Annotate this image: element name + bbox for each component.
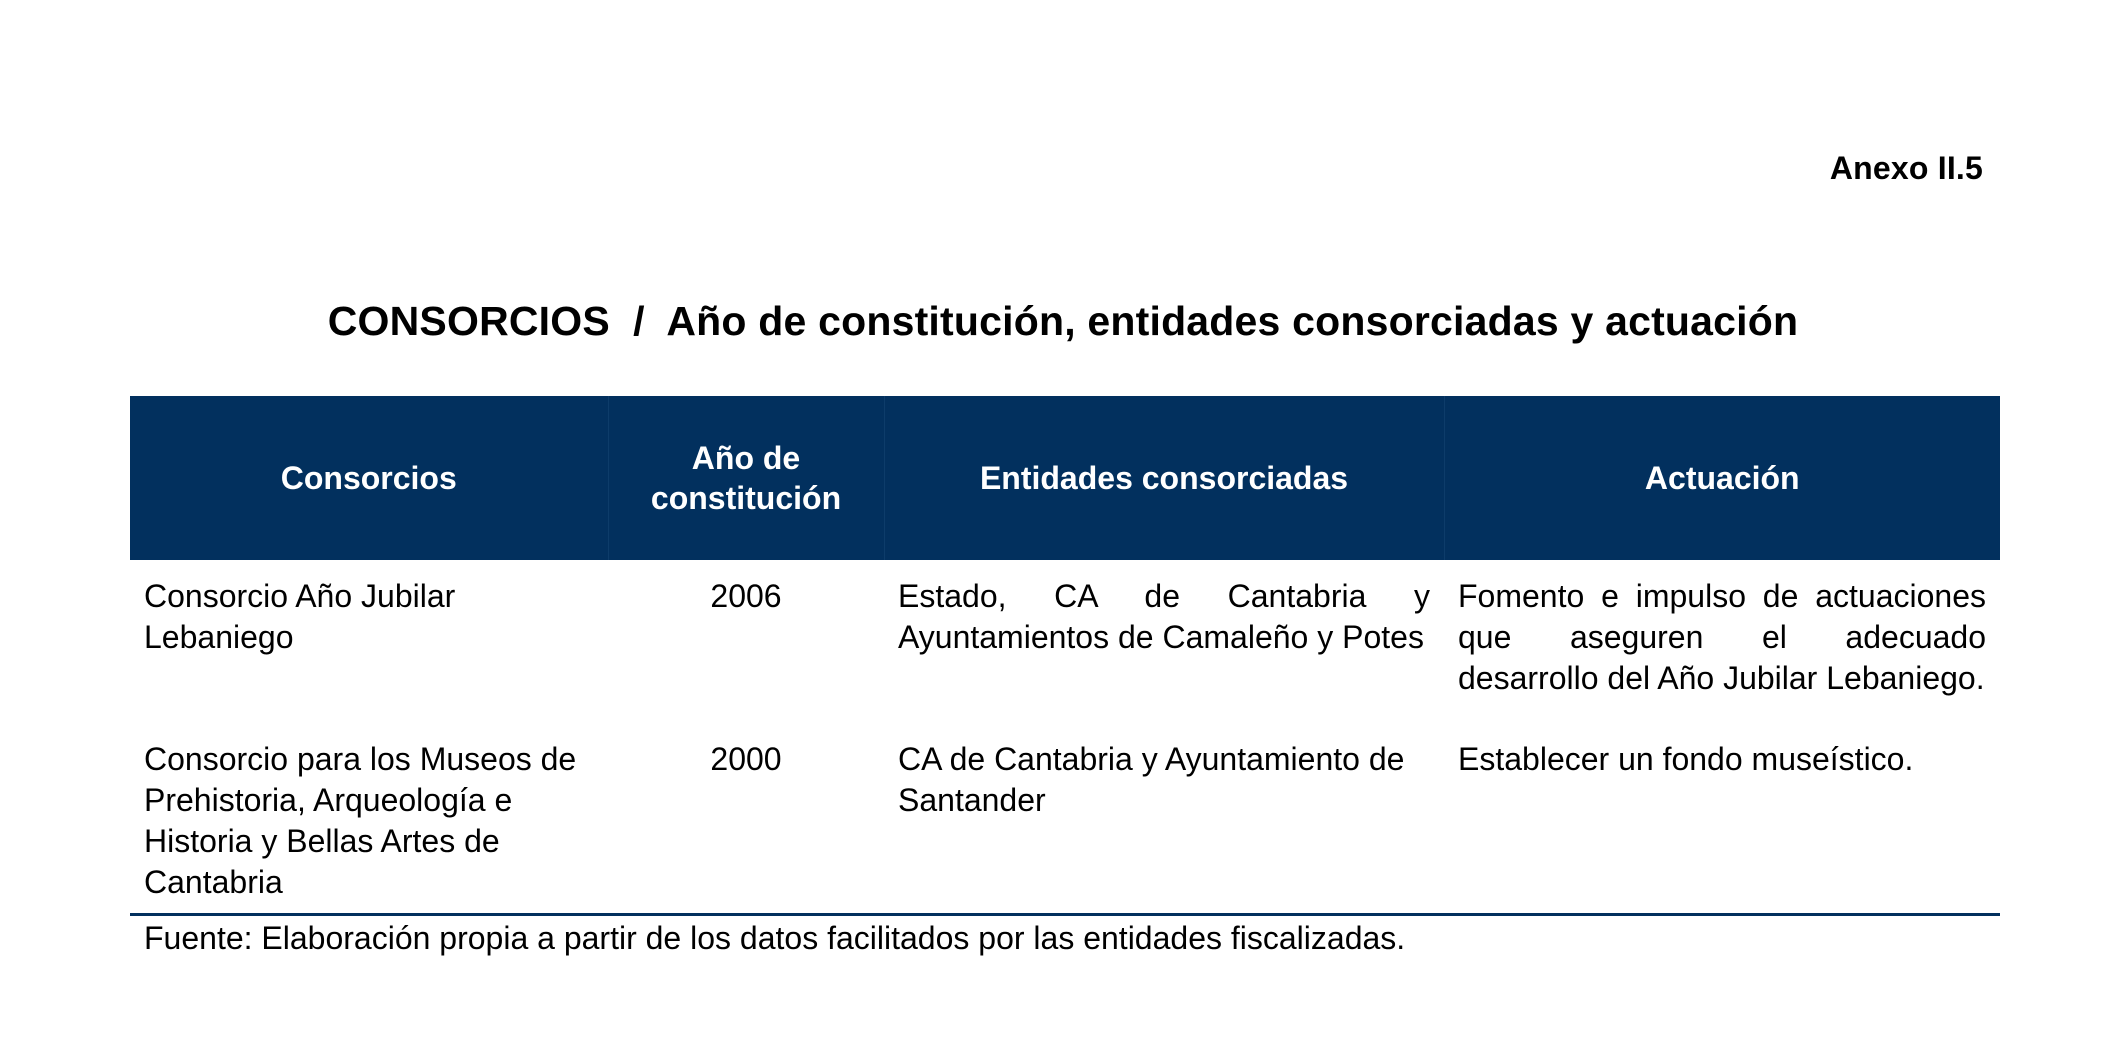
consorcios-table <box>130 396 2000 916</box>
cell-entidades: CA de Cantabria y Ayuntamiento de Santander <box>898 741 1405 818</box>
table-body <box>130 560 2000 915</box>
table-row <box>130 560 2000 721</box>
table-row <box>130 721 2000 915</box>
cell-entidades: Estado, CA de Cantabria y Ayuntamientos de Camaleño y Potes <box>898 578 1430 655</box>
consorcios-table-container <box>130 396 2000 959</box>
column-header-consorcios: Consorcios <box>130 396 608 560</box>
page-title: CONSORCIOS / Año de constitución, entidades consorciadas y actuación <box>327 298 1799 344</box>
table-header <box>130 396 2000 560</box>
cell-anio: 2000 <box>710 741 782 777</box>
cell-actuacion: Establecer un fondo museístico. <box>1458 741 1914 777</box>
cell-consorcio: Consorcio para los Museos de Prehistoria, Arqueología e Historia y Bellas Artes de Cantabria <box>144 741 577 900</box>
table-header-row <box>130 396 2000 560</box>
column-header-anio: Año de constitución <box>608 396 884 560</box>
annex-label: Anexo II.5 <box>1829 150 1983 186</box>
column-header-entidades: Entidades consorciadas <box>884 396 1444 560</box>
column-header-actuacion: Actuación <box>1444 396 2000 560</box>
cell-actuacion: Fomento e impulso de actuaciones que aseguren el adecuado desarrollo del Año Jubilar Lebaniego. <box>1458 578 1986 696</box>
cell-consorcio: Consorcio Año Jubilar Lebaniego <box>144 578 456 655</box>
source-note: Fuente: Elaboración propia a partir de los datos facilitados por las entidades fiscalizadas. <box>144 920 1406 956</box>
cell-anio: 2006 <box>710 578 782 614</box>
